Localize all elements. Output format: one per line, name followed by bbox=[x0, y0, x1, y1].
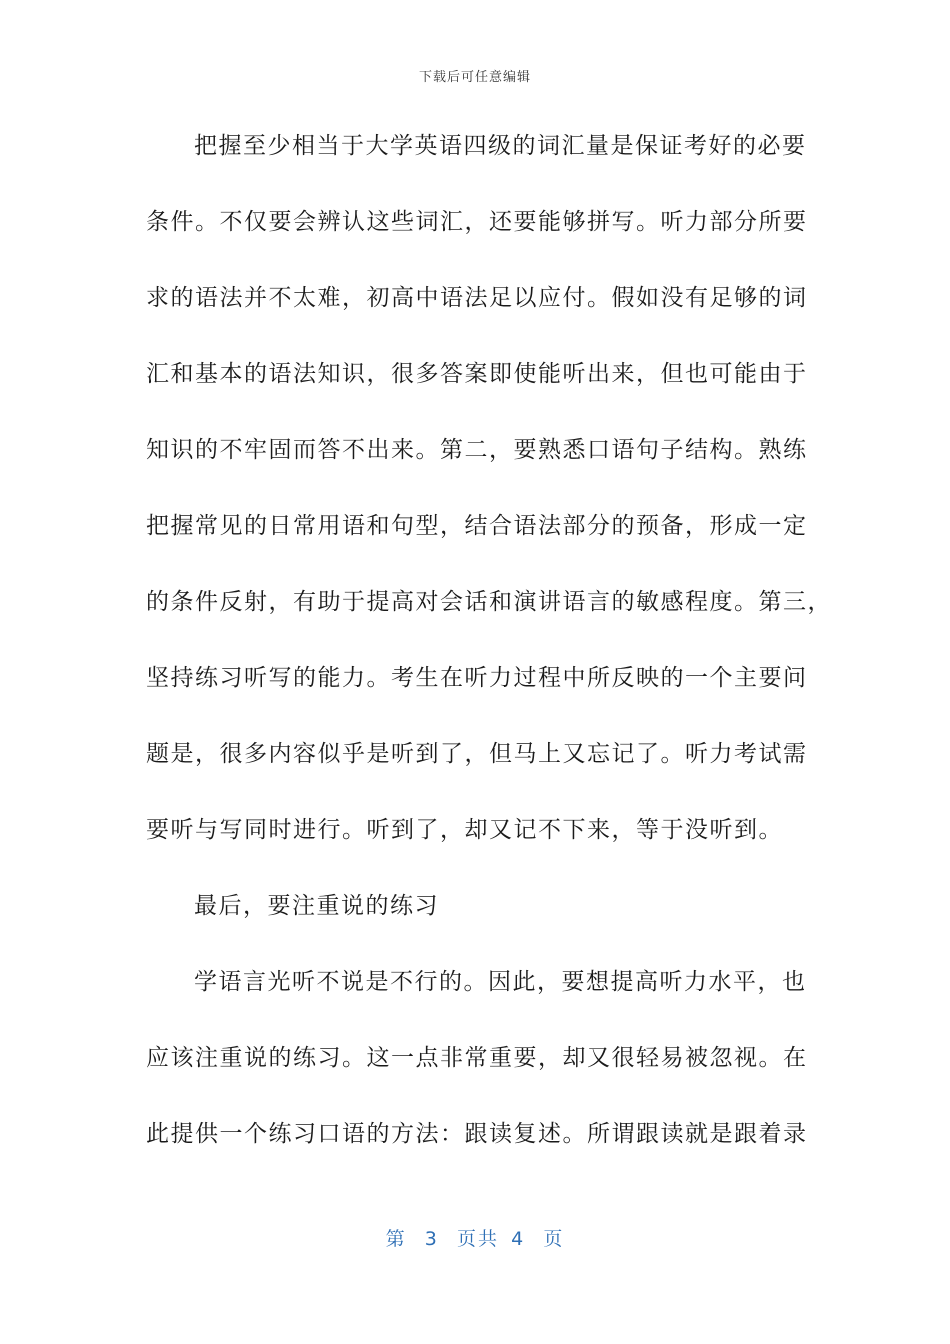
footer-suffix: 页 bbox=[543, 1228, 565, 1250]
paragraph-line: 学语言光听不说是不行的。因此，要想提高听力水平，也 bbox=[194, 969, 807, 995]
footer-middle: 页共 bbox=[457, 1228, 500, 1250]
paragraph-line: 的条件反射，有助于提高对会话和演讲语言的敏感程度。第三， bbox=[146, 589, 832, 615]
paragraph-line: 把握至少相当于大学英语四级的词汇量是保证考好的必要 bbox=[194, 133, 807, 159]
page-footer bbox=[0, 1224, 950, 1251]
current-page-number: 3 bbox=[424, 1228, 439, 1250]
page-header: 下载后可任意编辑 bbox=[418, 70, 531, 85]
document-body bbox=[146, 124, 832, 1188]
section-heading: 最后，要注重说的练习 bbox=[194, 893, 439, 919]
paragraph-line: 要听与写同时进行。听到了，却又记不下来，等于没听到。 bbox=[146, 817, 783, 843]
paragraph-line: 题是，很多内容似乎是听到了，但马上又忘记了。听力考试需 bbox=[146, 741, 808, 767]
paragraph-line: 此提供一个练习口语的方法：跟读复述。所谓跟读就是跟着录 bbox=[146, 1121, 808, 1147]
total-page-number: 4 bbox=[511, 1228, 526, 1250]
paragraph-line: 求的语法并不太难，初高中语法足以应付。假如没有足够的词 bbox=[146, 285, 808, 311]
paragraph-line: 坚持练习听写的能力。考生在听力过程中所反映的一个主要问 bbox=[146, 665, 808, 691]
footer-prefix: 第 bbox=[385, 1228, 407, 1250]
paragraph-line: 知识的不牢固而答不出来。第二，要熟悉口语句子结构。熟练 bbox=[146, 437, 808, 463]
paragraph-line: 条件。不仅要会辨认这些词汇，还要能够拼写。听力部分所要 bbox=[146, 209, 808, 235]
paragraph-line: 汇和基本的语法知识，很多答案即使能听出来，但也可能由于 bbox=[146, 361, 808, 387]
paragraph-line: 应该注重说的练习。这一点非常重要，却又很轻易被忽视。在 bbox=[146, 1045, 808, 1071]
paragraph-line: 把握常见的日常用语和句型，结合语法部分的预备，形成一定 bbox=[146, 513, 808, 539]
